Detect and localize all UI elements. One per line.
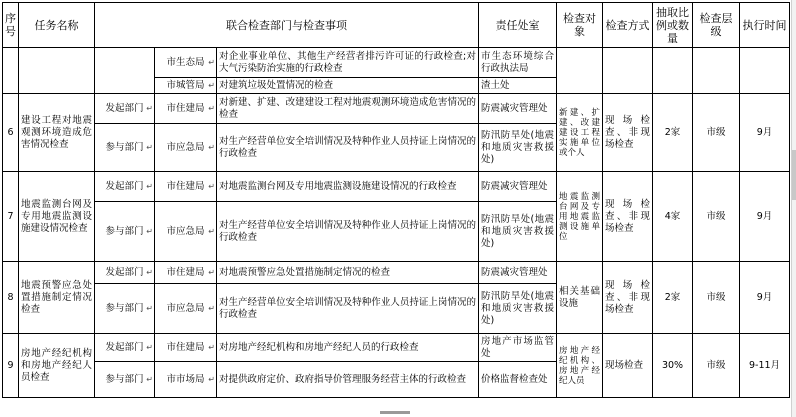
cell-ratio: 4家 (653, 172, 693, 262)
cell-method (603, 48, 653, 94)
cell-role (95, 48, 155, 94)
cell-method: 现场检查、非现场检查 (603, 94, 653, 172)
cell-obj: 相关基础设施 (557, 262, 603, 334)
cell-obj: 房地产经纪机构、房地产经纪人员 (557, 334, 603, 398)
cell-seq: 7 (3, 172, 19, 262)
table-row (3, 48, 790, 78)
cell-role: 发起部门 ↵ (95, 262, 155, 284)
cell-task: 建设工程对地震观测环境造成危害情况检查 (19, 94, 95, 172)
cell-method: 现场检查 (603, 334, 653, 398)
cell-time: 9月 (740, 172, 790, 262)
cell-level: 市级 (693, 262, 740, 334)
table-row (3, 94, 790, 124)
cell-resp: 渣土处 (479, 78, 557, 94)
cell-resp: 防震减灾管理处 (479, 262, 557, 284)
header-task: 任务名称 (19, 3, 95, 48)
cell-resp: 防震减灾管理处 (479, 94, 557, 124)
cell-ratio: 2家 (653, 94, 693, 172)
cell-item: 对房地产经纪机构和房地产经纪人员的行政检查 (217, 334, 479, 362)
cell-role: 发起部门 ↵ (95, 172, 155, 202)
cell-resp: 房地产市场监管处 (479, 334, 557, 362)
cell-item: 对生产经营单位安全培训情况及特种作业人员持证上岗情况的行政检查 (217, 202, 479, 262)
cell-time (740, 48, 790, 94)
cell-resp: 防汛防旱处(地震和地质灾害救援处) (479, 124, 557, 172)
cell-seq (3, 48, 19, 94)
cell-ratio: 30% (653, 334, 693, 398)
cell-dept: 市住建局 ↵ (155, 334, 217, 362)
header-level: 检查层级 (693, 3, 740, 48)
cell-item: 对生产经营单位安全培训情况及特种作业人员持证上岗情况的行政检查 (217, 284, 479, 334)
cell-resp: 防震减灾管理处 (479, 172, 557, 202)
vertical-scrollbar[interactable] (791, 0, 796, 417)
cell-obj (557, 48, 603, 94)
cell-task: 地震预警应急处置措施制定情况检查 (19, 262, 95, 334)
cell-obj: 地震监测台网及专用地震监测设施单位 (557, 172, 603, 262)
cell-level (693, 48, 740, 94)
cell-item: 对新建、扩建、改建建设工程对地震观测环境造成危害情况的检查 (217, 94, 479, 124)
cell-item: 对地震预警应急处置措施制定情况的检查 (217, 262, 479, 284)
header-method: 检查方式 (603, 3, 653, 48)
cell-dept: 市城管局 ↵ (155, 78, 217, 94)
cell-dept: 市住建局 ↵ (155, 94, 217, 124)
horizontal-scroll-indicator (380, 411, 410, 414)
cell-resp: 防汛防旱处(地震和地质灾害救援处) (479, 284, 557, 334)
cell-role: 参与部门 ↵ (95, 284, 155, 334)
table-row (3, 334, 790, 362)
cell-dept: 市住建局 ↵ (155, 172, 217, 202)
table-row (3, 262, 790, 284)
cell-item: 对地震监测台网及专用地震监测设施建设情况的行政检查 (217, 172, 479, 202)
cell-time: 9月 (740, 94, 790, 172)
cell-item: 对生产经营单位安全培训情况及特种作业人员持证上岗情况的行政检查 (217, 124, 479, 172)
header-resp: 责任处室 (479, 3, 557, 48)
cell-resp: 价格监督检查处 (479, 362, 557, 398)
cell-dept: 市市场局 ↵ (155, 362, 217, 398)
cell-seq: 6 (3, 94, 19, 172)
cell-role: 参与部门 ↵ (95, 124, 155, 172)
cell-item: 对企业事业单位、其他生产经营者排污许可证的行政检查;对大气污染防治实施的行政检查 (217, 48, 479, 78)
cell-item: 对建筑垃圾处置情况的检查 (217, 78, 479, 94)
cell-role: 发起部门 ↵ (95, 334, 155, 362)
table-row (3, 172, 790, 202)
cell-level: 市级 (693, 334, 740, 398)
header-dept: 联合检查部门与检查事项 (95, 3, 479, 48)
cell-method: 现场检查、非现场检查 (603, 262, 653, 334)
cell-method: 现场检查、非现场检查 (603, 172, 653, 262)
cell-seq: 8 (3, 262, 19, 334)
header-seq: 序号 (3, 3, 19, 48)
cell-dept: 市生态局 ↵ (155, 48, 217, 78)
header-obj: 检查对象 (557, 3, 603, 48)
header-row (3, 3, 790, 48)
cell-time: 9-11月 (740, 334, 790, 398)
header-time: 执行时间 (740, 3, 790, 48)
cell-task: 房地产经纪机构和房地产经纪人员检查 (19, 334, 95, 398)
cell-resp: 市生态环境综合行政执法局 (479, 48, 557, 78)
cell-task (19, 48, 95, 94)
cell-obj: 新建、扩建、改建建设工程实施单位或个人 (557, 94, 603, 172)
cell-level: 市级 (693, 172, 740, 262)
inspection-table (2, 2, 790, 398)
cell-role: 发起部门 ↵ (95, 94, 155, 124)
cell-level: 市级 (693, 94, 740, 172)
scrollbar-thumb[interactable] (792, 150, 796, 200)
cell-dept: 市住建局 ↵ (155, 262, 217, 284)
cell-ratio: 2家 (653, 262, 693, 334)
cell-role: 参与部门 ↵ (95, 202, 155, 262)
cell-time: 9月 (740, 262, 790, 334)
header-ratio: 抽取比例或数量 (653, 3, 693, 48)
cell-dept: 市应急局 ↵ (155, 284, 217, 334)
cell-item: 对提供政府定价、政府指导价管理服务经营主体的行政检查 (217, 362, 479, 398)
cell-role: 参与部门 ↵ (95, 362, 155, 398)
cell-ratio (653, 48, 693, 94)
cell-dept: 市应急局 ↵ (155, 202, 217, 262)
cell-seq: 9 (3, 334, 19, 398)
cell-task: 地震监测台网及专用地震监测设施建设情况检查 (19, 172, 95, 262)
cell-dept: 市应急局 ↵ (155, 124, 217, 172)
cell-resp: 防汛防旱处(地震和地质灾害救援处) (479, 202, 557, 262)
